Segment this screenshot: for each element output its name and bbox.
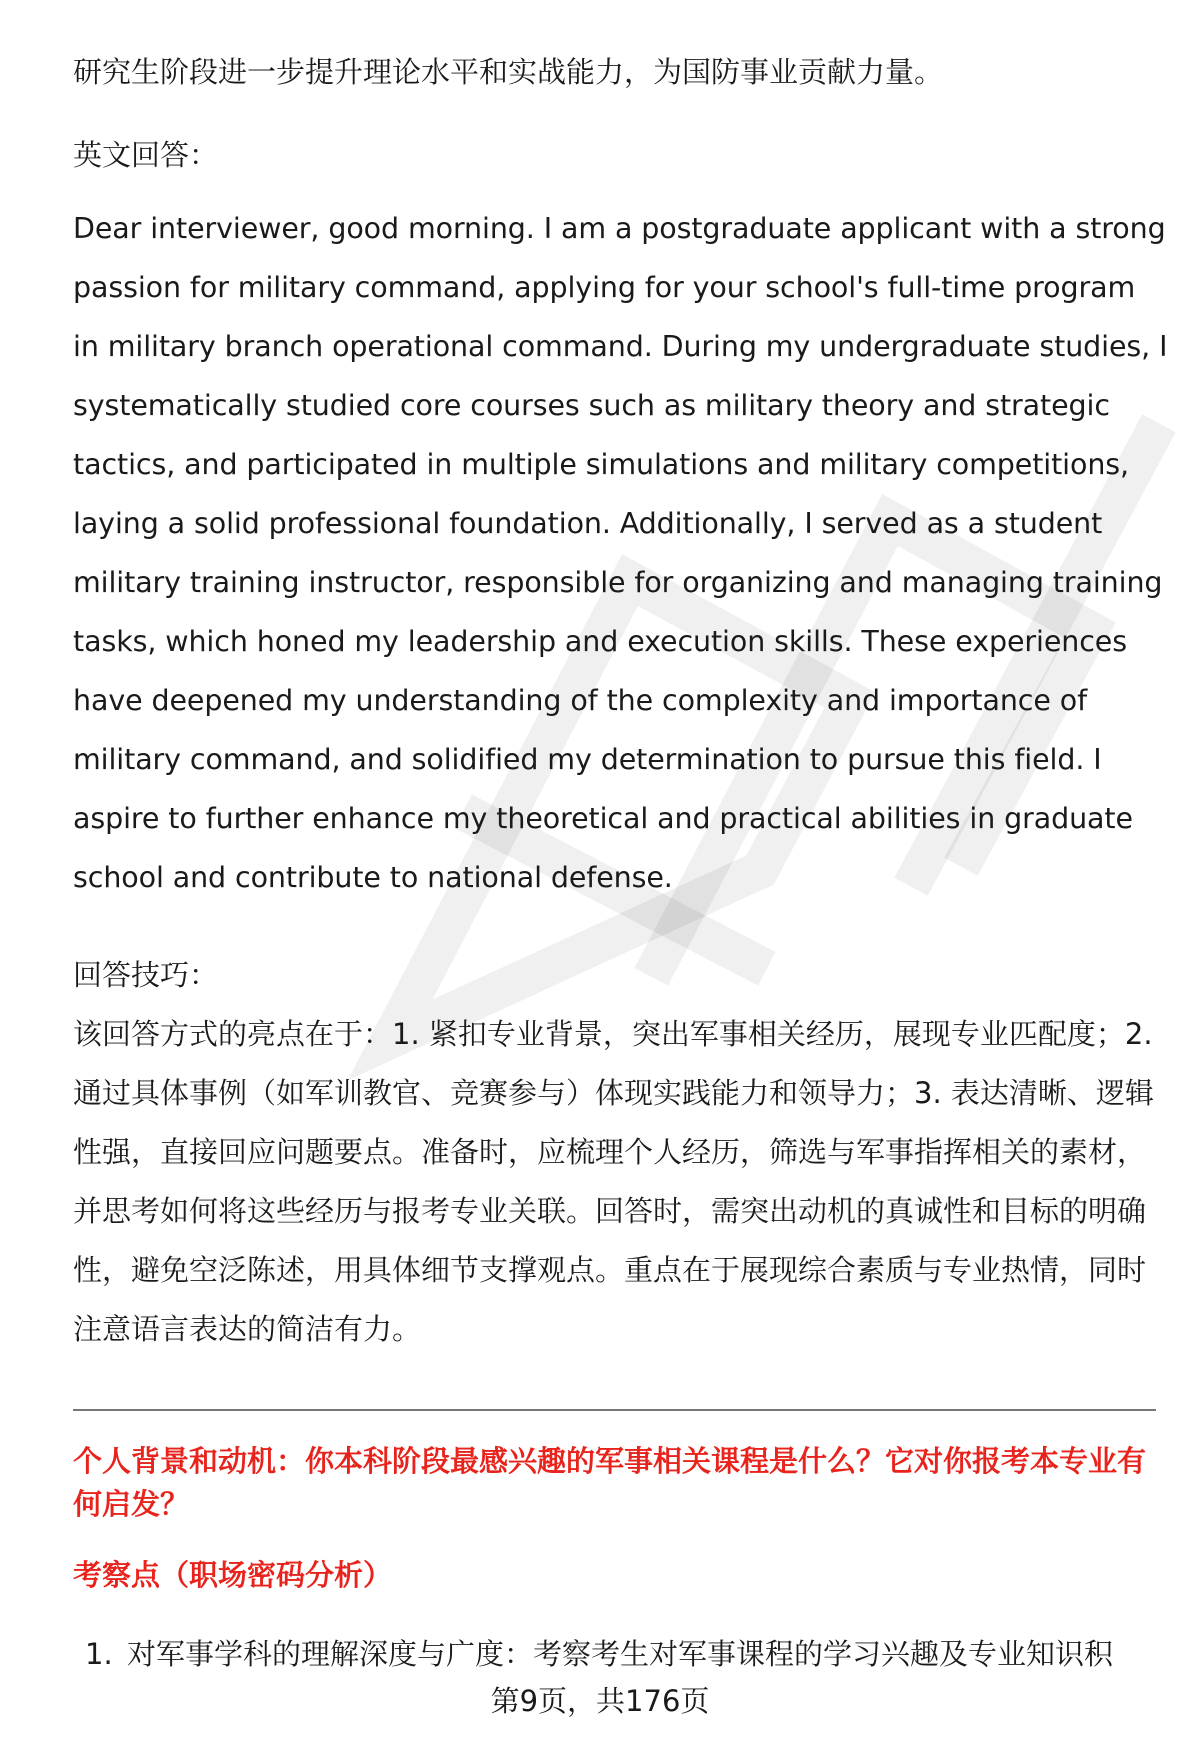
list-item-number: 1.	[85, 1637, 113, 1671]
question-heading: 个人背景和动机：你本科阶段最感兴趣的军事相关课程是什么？它对你报考本专业有何启发？	[73, 1444, 1147, 1521]
analysis-subheading: 考察点（职场密码分析）	[73, 1558, 393, 1592]
intro-paragraph-tail: 研究生阶段进一步提升理论水平和实战能力，为国防事业贡献力量。	[73, 55, 944, 89]
page-number-footer: 第9页，共176页	[490, 1684, 710, 1718]
english-answer-label: 英文回答：	[73, 138, 219, 172]
english-answer-text: Dear interviewer, good morning. I am a postgraduate applicant with a strong passion for military command, applying for your school's full-time program in military branch operational command. During my undergraduate studies, I systematically studied core courses such as military theory and strategic tactics, and participated in multiple simulations and military competitions, laying a solid professional foundation. Additionally, I served as a student military training instructor, responsible for organizing and managing training tasks, which honed my leadership and execution skills. These experiences have deepened my understanding of the complexity and importance of military command, and solidified my determination to pursue this field. I aspire to further enhance my theoretical and practical abilities in graduate school and contribute to national defense.	[73, 212, 1168, 894]
list-item-text: 对军事学科的理解深度与广度：考察考生对军事课程的学习兴趣及专业知识积	[127, 1637, 1114, 1671]
list-item	[85, 1634, 1113, 1674]
answer-tips-text: 该回答方式的亮点在于：1. 紧扣专业背景，突出军事相关经历，展现专业匹配度；2. 通过具体事例（如军训教官、竞赛参与）体现实践能力和领导力；3. 表达清晰、逻辑性强，直接回应问题要点。准备时，应梳理个人经历，筛选与军事指挥相关的素材，并思考如何将这些经历与报考专业关联。回答时，需突出动机的真诚性和目标的明确性，避免空泛陈述，用具体细节支撑观点。重点在于展现综合素质与专业热情，同时注意语言表达的简洁有力。	[73, 1017, 1154, 1346]
section-divider	[73, 1409, 1156, 1411]
answer-tips-label: 回答技巧：	[73, 958, 219, 992]
